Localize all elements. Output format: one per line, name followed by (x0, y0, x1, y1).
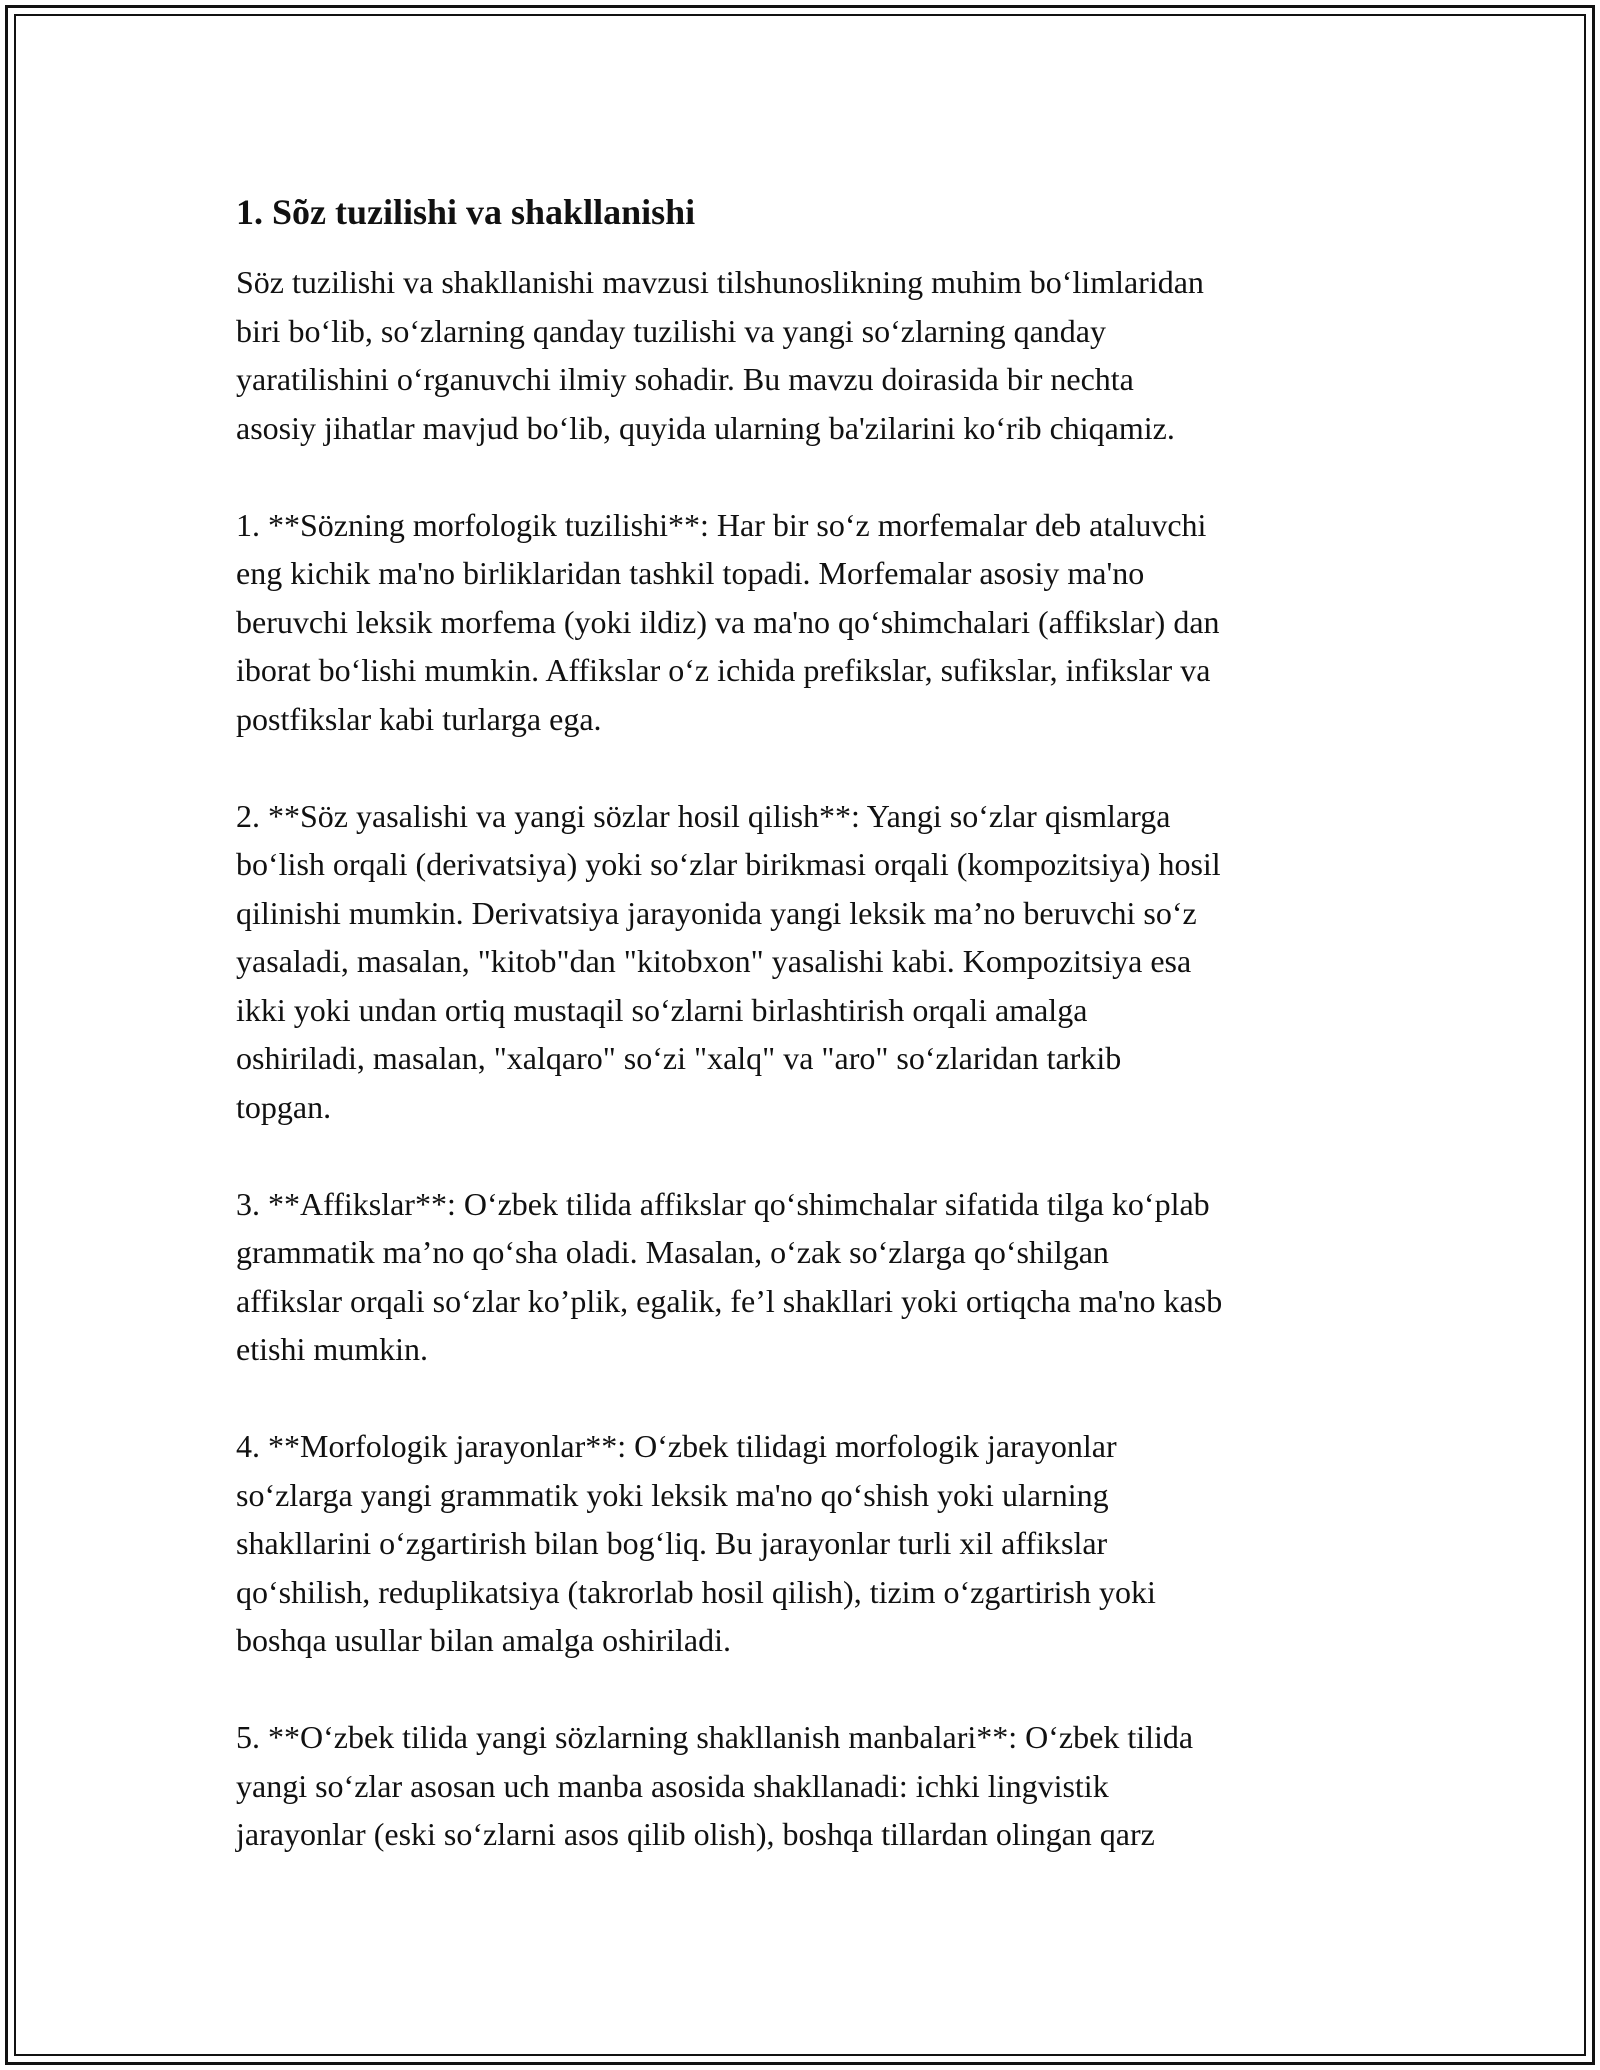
paragraph-item-4 (236, 1422, 1376, 1665)
text-line: ikki yoki undan ortiq mustaqil soʻzlarni birlashtirish orqali amalga (236, 991, 1088, 1028)
text-line: etishi mumkin. (236, 1331, 428, 1367)
text-line: boʻlish orqali (derivatsiya) yoki soʻzlar birikmasi orqali (kompozitsiya) hosil (236, 846, 1221, 882)
text-line: yasaladi, masalan, "kitob"dan "kitobxon" yasalishi kabi. Kompozitsiya esa (236, 943, 1192, 979)
text-line: postfikslar kabi turlarga ega. (236, 700, 602, 737)
text-line: 4. **Morfologik jarayonlar**: Oʻzbek tilidagi morfologik jarayonlar (236, 1428, 1117, 1464)
text-line: grammatik ma’no qoʻsha oladi. Masalan, oʻzak soʻzlarga qoʻshilgan (236, 1234, 1109, 1270)
text-line: 5. **Oʻzbek tilida yangi sözlarning shakllanish manbalari**: Oʻzbek tilida (236, 1719, 1194, 1755)
document-title: 1. Sõz tuzilishi va shakllanishi (236, 192, 696, 232)
paragraph-item-2 (236, 792, 1376, 1132)
text-line: jarayonlar (eski soʻzlarni asos qilib olish), boshqa tillardan olingan qarz (236, 1816, 1155, 1852)
text-line: biri boʻlib, soʻzlarning qanday tuzilishi va yangi soʻzlarning qanday (236, 312, 1106, 349)
text-line: 3. **Affikslar**: Oʻzbek tilida affikslar qoʻshimchalar sifatida tilga koʻplab (236, 1185, 1210, 1222)
text-line: boshqa usullar bilan amalga oshiriladi. (236, 1622, 731, 1658)
text-line: eng kichik ma'no birliklaridan tashkil topadi. Morfemalar asosiy ma'no (236, 555, 1145, 591)
text-line: asosiy jihatlar mavjud boʻlib, quyida ularning ba'zilarini koʻrib chiqamiz. (236, 409, 1175, 446)
text-line: 2. **Söz yasalishi va yangi sözlar hosil qilish**: Yangi soʻzlar qismlarga (236, 797, 1171, 834)
paragraph-intro (236, 258, 1376, 452)
document-body (236, 188, 1376, 1907)
text-line: 1. **Sözning morfologik tuzilishi**: Har bir soʻz morfemalar deb ataluvchi (236, 506, 1207, 543)
text-line: oshiriladi, masalan, "xalqaro" soʻzi "xalq" va "aro" soʻzlaridan tarkib (236, 1040, 1122, 1076)
text-line: Söz tuzilishi va shakllanishi mavzusi tilshunoslikning muhim boʻlimlaridan (236, 264, 1204, 300)
text-line: affikslar orqali soʻzlar ko’plik, egalik, fe’l shakllari yoki ortiqcha ma'no kasb (236, 1282, 1223, 1319)
text-line: iborat boʻlishi mumkin. Affikslar oʻz ichida prefikslar, sufikslar, infikslar va (236, 652, 1211, 688)
paragraph-item-5 (236, 1713, 1376, 1859)
text-line: qilinishi mumkin. Derivatsiya jarayonida yangi leksik ma’no beruvchi soʻz (236, 894, 1197, 931)
text-line: shakllarini oʻzgartirish bilan bogʻliq. Bu jarayonlar turli xil affikslar (236, 1525, 1108, 1561)
text-line: yangi soʻzlar asosan uch manba asosida shakllanadi: ichki lingvistik (236, 1767, 1109, 1804)
text-line: beruvchi leksik morfema (yoki ildiz) va ma'no qoʻshimchalari (affikslar) dan (236, 603, 1220, 640)
text-line: qoʻshilish, reduplikatsiya (takrorlab hosil qilish), tizim oʻzgartirish yoki (236, 1573, 1156, 1610)
paragraph-item-3 (236, 1180, 1376, 1374)
text-line: topgan. (236, 1088, 332, 1125)
paragraph-item-1 (236, 501, 1376, 744)
text-line: yaratilishini oʻrganuvchi ilmiy sohadir. Bu mavzu doirasida bir nechta (236, 361, 1134, 397)
text-line: soʻzlarga yangi grammatik yoki leksik ma'no qoʻshish yoki ularning (236, 1476, 1109, 1513)
